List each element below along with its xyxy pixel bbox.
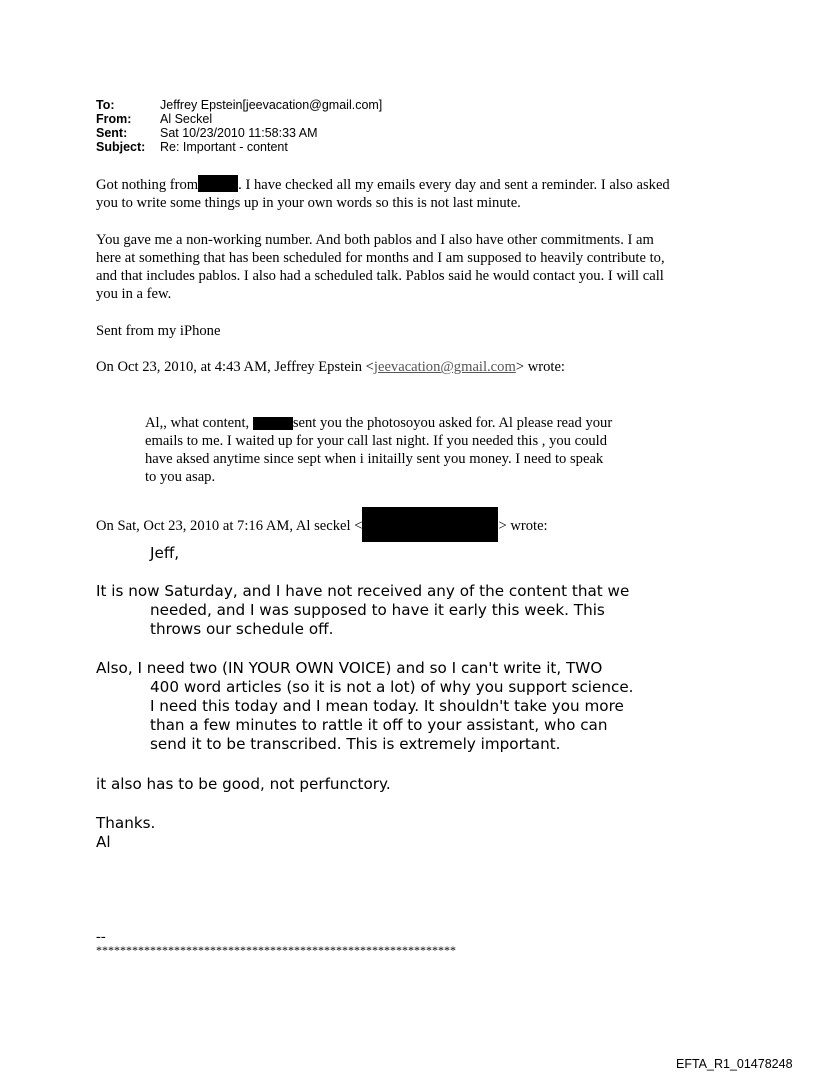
original-paragraph-3: it also has to be good, not perfunctory. xyxy=(96,775,391,793)
reply-paragraph-2: You gave me a non-working number. And both pablos and I also have other commitments. I am here at something that has been scheduled for months and I am supposed to heavily contribute to, and that includes pablos. I also had a scheduled talk. Pablos said he would contact you. I will call you in a few. xyxy=(96,232,665,302)
to-row xyxy=(96,98,382,112)
subject-label: Subject: xyxy=(96,140,146,154)
original-paragraph-2: Also, I need two (IN YOUR OWN VOICE) and so I can't write it, TWO 400 word articles (so it is not a lot) of why you support science. I need this today and I mean today. It shouldn't take you more than a few minutes to rattle it off to your assistant, who can send it to be transcribed. This is extremely important. xyxy=(96,659,634,753)
quote-attribution-1: On Oct 23, 2010, at 4:43 AM, Jeffrey Epstein <jeevacation@gmail.com> wrote: xyxy=(96,359,565,375)
star-divider: ************************************************************ xyxy=(96,943,456,957)
redaction-block xyxy=(198,175,238,192)
to-value: Jeffrey Epstein[jeevacation@gmail.com] xyxy=(160,98,383,112)
sent-row xyxy=(96,126,382,140)
closing: Thanks. Al xyxy=(96,814,156,851)
reply-paragraph-1: Got nothing from . I have checked all my emails every day and sent a reminder. I also asked you to write some things up in your own words so this is not last minute. xyxy=(96,177,670,211)
to-label: To: xyxy=(96,98,115,112)
sent-label: Sent: xyxy=(96,126,128,140)
original-greeting: Jeff, xyxy=(150,544,180,562)
email-header xyxy=(96,98,382,154)
redaction-block xyxy=(253,417,293,430)
iphone-signature: Sent from my iPhone xyxy=(96,323,221,339)
redaction-block xyxy=(362,507,498,542)
email-link[interactable]: jeevacation@gmail.com xyxy=(373,359,516,375)
subject-row xyxy=(96,140,382,154)
quote-attribution-2: On Sat, Oct 23, 2010 at 7:16 AM, Al seckel < > wrote: xyxy=(96,507,548,542)
sent-value: Sat 10/23/2010 11:58:33 AM xyxy=(160,126,318,140)
from-row xyxy=(96,112,382,126)
signature-separator: -- xyxy=(96,929,106,945)
document-id: EFTA_R1_01478248 xyxy=(676,1057,793,1071)
original-paragraph-1: It is now Saturday, and I have not received any of the content that we needed, and I was supposed to have it early this week. This throws our schedule off. xyxy=(96,582,630,638)
from-label: From: xyxy=(96,112,132,126)
subject-value: Re: Important - content xyxy=(160,140,288,154)
from-value: Al Seckel xyxy=(160,112,213,126)
quoted-message: Al,, what content, sent you the photosoyou asked for. Al please read your emails to me. I waited up for your call last night. If you needed this , you could have aksed anytime since sept when i initailly sent you money. I need to speak to you asap. xyxy=(145,415,613,485)
